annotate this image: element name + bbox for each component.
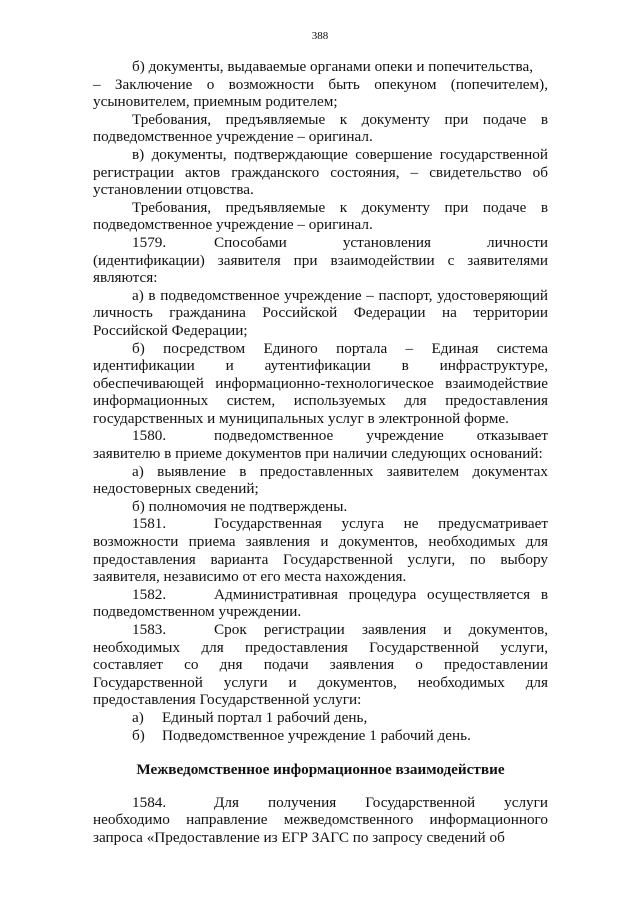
paragraph-text: Административная процедура осуществляется в подведомственном учреждении.	[93, 585, 548, 621]
section-heading: Межведомственное информационное взаимодействие	[136, 761, 505, 779]
paragraph: б) полномочия не подтверждены.	[132, 497, 348, 515]
paragraph-text: Государственная услуга не предусматривает возможности приема заявления и документов, необходимых для предоставления варианта Государственной услуги, по выбору заявителя, независимо от его места нахождения.	[93, 515, 548, 586]
paragraph-number: 1580.	[132, 427, 167, 445]
page-number: 388	[311, 30, 329, 42]
paragraph-text: Способами установления личности (идентификации) заявителя при взаимодействии с заявителями являются:	[93, 233, 548, 287]
numbered-paragraph	[93, 234, 548, 287]
paragraph-number: 1579.	[132, 233, 167, 251]
paragraph-number: 1584.	[132, 793, 167, 811]
list-marker: а)	[132, 708, 144, 726]
list-item	[93, 709, 548, 727]
paragraph-number: 1581.	[132, 515, 167, 533]
numbered-paragraph	[93, 794, 548, 847]
list-marker: б)	[132, 726, 145, 744]
paragraph: б) посредством Единого портала – Единая система идентификации и аутентификации в инфраструктуре, обеспечивающей информационно-технологическое взаимодействие информационных систем, используемых для предоставления государственных и муниципальных услуг в электронной форме.	[93, 339, 548, 427]
paragraph: Требования, предъявляемые к документу при подаче в подведомственное учреждение – оригинал.	[93, 110, 548, 146]
paragraph: Требования, предъявляемые к документу при подаче в подведомственное учреждение – оригинал.	[93, 198, 548, 234]
list-text: Единый портал 1 рабочий день,	[162, 708, 368, 726]
paragraph-text: Для получения Государственной услуги необходимо направление межведомственного информационного запроса «Предоставление из ЕГР ЗАГС по запросу сведений об	[93, 793, 548, 846]
numbered-paragraph	[93, 621, 548, 709]
paragraph: а) выявление в предоставленных заявителем документах недостоверных сведений;	[93, 462, 548, 498]
paragraph: в) документы, подтверждающие совершение государственной регистрации актов гражданского состояния, – свидетельство об установлении отцовства.	[93, 145, 548, 199]
paragraph: а) в подведомственное учреждение – паспорт, удостоверяющий личность гражданина Российской Федерации на территории Российской Федерации;	[93, 286, 548, 339]
paragraph-number: 1582.	[132, 585, 167, 603]
paragraph: – Заключение о возможности быть опекуном (попечителем), усыновителем, приемным родителем;	[93, 75, 548, 111]
list-item	[93, 727, 548, 745]
numbered-paragraph	[93, 427, 548, 462]
paragraph-text: Срок регистрации заявления и документов, необходимых для предоставления Государственной услуги, составляет со дня подачи заявления о предоставлении Государственной услуги и документов, необходимых для предоставления Государственной услуги:	[93, 621, 548, 709]
list-text: Подведомственное учреждение 1 рабочий день.	[162, 726, 471, 744]
document-body	[93, 58, 548, 847]
paragraph: б) документы, выдаваемые органами опеки и попечительства,	[132, 58, 534, 75]
paragraph-number: 1583.	[132, 621, 167, 638]
numbered-paragraph	[93, 586, 548, 621]
numbered-paragraph	[93, 515, 548, 585]
paragraph-text: подведомственное учреждение отказывает заявителю в приеме документов при наличии следующих оснований:	[93, 427, 548, 463]
